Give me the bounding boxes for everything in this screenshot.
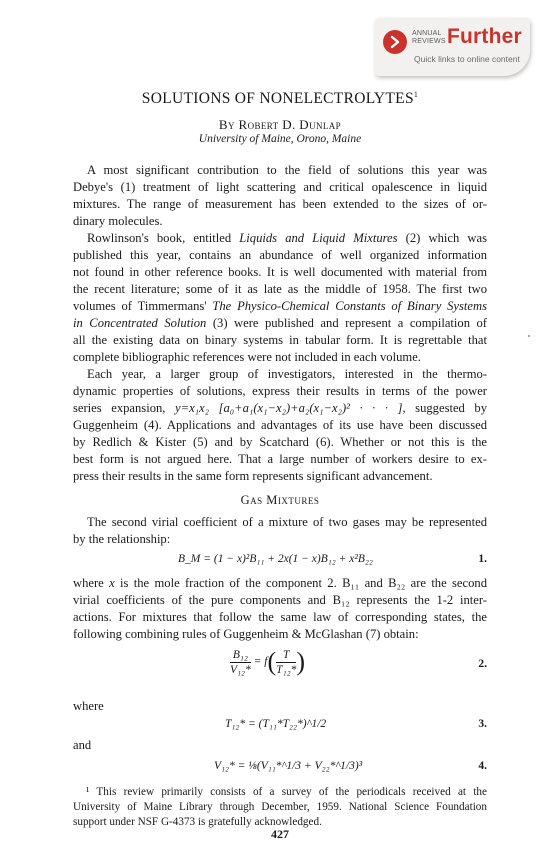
article-title: SOLUTIONS OF NONELECTROLYTES$^1$	[141, 90, 419, 108]
equation-4	[73, 760, 487, 784]
paragraph-line: not found in other reference books. It is well documented with material from	[73, 265, 487, 279]
paragraph-line: following combining rules of Guggenheim & McGlashan (7) obtain:	[73, 627, 419, 641]
author-affiliation: University of Maine, Orono, Maine	[198, 133, 362, 145]
equation-body: T₁₂* = (T₁₁*T₂₂*)^1/2	[225, 718, 327, 730]
scan-speck	[528, 335, 530, 337]
annual-reviews-further-badge[interactable]	[375, 18, 530, 76]
equation-2: $\frac{\text{B₁₂}}{\text{V₁₂*}}$ = f( $\frac{T}{\text{T₁₂*}}$ ) 2.	[230, 647, 487, 676]
paragraph-line: Debye's (1) treatment of light scattering and critical opalescence in liquid	[73, 180, 487, 194]
paragraph-line: Guggenheim (4). Applications and advantages of its use have been discussed	[73, 418, 487, 432]
section-heading: Gas Mixtures	[240, 493, 320, 507]
book-title: Liquids and Liquid Mixtures	[239, 231, 398, 245]
article-author: By Robert D. Dunlap	[218, 117, 342, 132]
paragraph-line: dinary molecules.	[73, 214, 163, 228]
further-label: Further	[447, 25, 522, 48]
paragraph-line: where x is the mole fraction of the component 2. B₁₁ and B₂₂ are the second	[73, 576, 487, 590]
paragraph-line: the recent literature; some of it as late as the middle of 1958. The first two	[73, 282, 487, 296]
paragraph-line: dynamic properties of solutions, express their results in terms of the power	[73, 384, 487, 398]
equation-number: 1.	[478, 553, 487, 565]
paragraph-line: all the existing data on binary systems in tabular form. It is regrettable that	[73, 333, 487, 347]
paragraph-line: by Redlich & Kister (5) and by Scatchard (6). Whether or not this is the	[73, 435, 487, 449]
paragraph-line: press their results in the same form represents significant advancement.	[73, 469, 433, 483]
annual-reviews-logo-icon	[383, 30, 407, 54]
page-number: 427	[271, 827, 289, 841]
paragraph-line: Each year, a larger group of investigators, interested in the thermo-	[87, 367, 487, 381]
equation-fraction: $\frac{T}{\text{T₁₂*}}$	[276, 648, 297, 676]
paragraph-line: A most significant contribution to the field of solutions this year was	[87, 163, 487, 177]
paragraph-line: volumes of Timmermans' The Physico-Chemical Constants of Binary Systems	[73, 299, 487, 313]
equation-fraction: $\frac{\text{B₁₂}}{\text{V₁₂*}}$	[230, 648, 251, 676]
annual-reviews-wordmark: ANNUAL REVIEWS	[412, 30, 446, 45]
book-title: in Concentrated Solution	[73, 316, 207, 330]
paragraph-line: complete bibliographic references were not included in each volume.	[73, 350, 421, 364]
quick-links-tagline: Quick links to online content	[414, 54, 520, 64]
equation-body: B_M = (1 − x)²B₁₁ + 2x(1 − x)B₁₂ + x²B₂₂	[178, 553, 373, 565]
paragraph-line: actions. For mixtures that follow the same law of corresponding states, the	[73, 610, 487, 624]
footnote-line: ¹ This review primarily consists of a survey of the periodicals received at the	[86, 786, 487, 798]
paragraph-line: The second virial coefficient of a mixture of two gases may be represented	[87, 515, 487, 529]
paragraph-line: where	[73, 699, 104, 713]
paragraph-line: and	[73, 738, 92, 752]
paragraph-line: by the relationship:	[73, 532, 171, 546]
paragraph-line: series expansion, y=x₁x₂ [a₀+a₁(x₁−x₂)+a₂(x₁−x₂)² · · · ], suggested by	[73, 401, 487, 415]
equation-number: 4.	[478, 760, 487, 772]
equation-body: V₁₂* = ⅛(V₁₁*^1/3 + V₂₂*^1/3)³	[214, 760, 363, 772]
equation-1	[73, 553, 487, 577]
paragraph-line: mixtures. The range of measurement has been extended to the sizes of or-	[73, 197, 487, 211]
paragraph-line: in Concentrated Solution (3) were published and represent a compilation of	[73, 316, 487, 330]
equation-number: 2.	[478, 658, 487, 670]
book-title: The Physico-Chemical Constants of Binary Systems	[212, 299, 487, 313]
footnote-line: University of Maine Library through December, 1959. National Science Foundation	[73, 801, 487, 813]
paragraph-line: published this year, contains an abundance of well organized information	[73, 248, 487, 262]
equation-number: 3.	[478, 718, 487, 730]
paragraph-line: Rowlinson's book, entitled Liquids and Liquid Mixtures (2) which was	[87, 231, 487, 245]
power-series-formula: y=x₁x₂ [a₀+a₁(x₁−x₂)+a₂(x₁−x₂)² · · · ]	[175, 401, 403, 415]
footnote-line: support under NSF G-4373 is gratefully acknowledged.	[73, 816, 322, 828]
paragraph-line: best form is not argued here. That a large number of workers desire to ex-	[73, 452, 487, 466]
title-footnote-marker: 1	[413, 90, 419, 99]
paragraph-line: virial coefficients of the pure components and B₁₂ represents the 1-2 inter-	[73, 593, 487, 607]
